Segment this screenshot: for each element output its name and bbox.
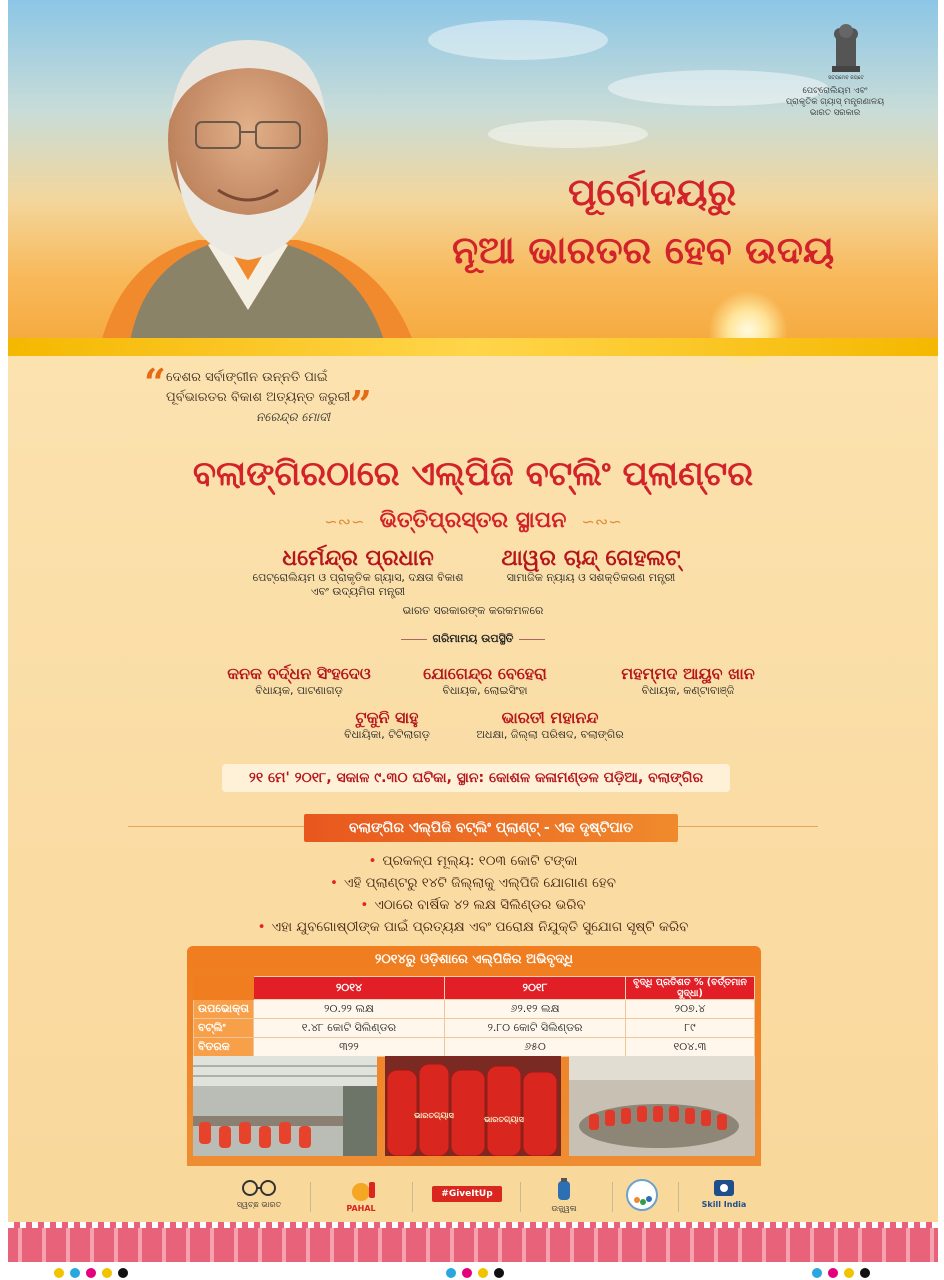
- chief-guest-desc: ପେଟ୍ରୋଲିୟମ ଓ ପ୍ରାକୃତିକ ଗ୍ୟାସ, ଦକ୍ଷତା ବିକାଶ: [252, 571, 464, 584]
- plant-photos: [193, 1056, 755, 1156]
- growth-table: [193, 976, 755, 1057]
- overview-bullets: [8, 850, 938, 938]
- bullet-text: ଏଠାରେ ବାର୍ଷିକ ୪୨ ଲକ୍ଷ ସିଲିଣ୍ଡର ଭରିବ: [374, 897, 586, 913]
- table-cell: ୨୦୭.୪: [625, 1000, 754, 1019]
- cylinder-label: ଭାରତଗ୍ୟାସ: [414, 1111, 454, 1120]
- logo-caption: PAHAL: [346, 1204, 376, 1213]
- table-header: ୨୦୧୮: [444, 977, 625, 1000]
- table-cell: ୮୯: [625, 1019, 754, 1038]
- guest-name: ମହମ୍ମଦ ଆୟୁବ ଖାନ: [621, 664, 755, 683]
- close-quote-icon: ”: [350, 382, 372, 427]
- logo-separator: [412, 1182, 413, 1212]
- table-row: [194, 1019, 755, 1038]
- overview-heading: ବଲାଙ୍ଗିର ଏଲ୍‌ପିଜି ବଟ୍‌ଲିଂ ପ୍ଲାଣ୍ଟ୍ - ଏକ ଦୃଷ୍ଟିପାତ: [304, 814, 678, 842]
- ministry-line-3: ଭାରତ ସରକାର: [809, 108, 861, 118]
- table-cell: ୧୦୪.୩: [625, 1038, 754, 1057]
- chief-guest-name: ଥାୱର ଚାନ୍ଦ୍ ଗେହଲଟ୍: [501, 546, 681, 571]
- guest-name: ଟୁକୁନି ସାହୁ: [355, 708, 419, 727]
- circle-emblem-icon: [625, 1178, 659, 1212]
- logo-caption: ଉଜ୍ଜ୍ୱଳା: [551, 1204, 577, 1213]
- quote-line-2: ପୂର୍ବଭାରତର ବିକାଶ ଅତ୍ୟନ୍ତ ଜରୁରୀ: [166, 390, 351, 405]
- glasses-icon: [239, 1178, 279, 1198]
- table-row: [194, 1000, 755, 1019]
- table-row: [194, 1038, 755, 1057]
- table-cell: ୬୨.୧୨ ଲକ୍ଷ: [444, 1000, 625, 1019]
- pahal-logo: [328, 1178, 394, 1216]
- ujjwala-logo: [534, 1178, 594, 1216]
- yellow-band: [8, 338, 938, 356]
- row-label: ବଟ୍‌ଲିଂ: [194, 1019, 254, 1038]
- guest-desc: ଅଧକ୍ଷା, ଜିଲ୍ଲା ପରିଷଦ, ବଲାଙ୍ଗିର: [476, 728, 624, 741]
- bottling-line-photo: [193, 1056, 377, 1156]
- open-quote-icon: “: [144, 360, 166, 405]
- event-subtitle: ଭିତ୍ତିପ୍ରସ୍ତର ସ୍ଥାପନ: [379, 508, 567, 533]
- decorative-border: [8, 1222, 938, 1262]
- table-cell: ୨୦.୨୨ ଲକ୍ଷ: [253, 1000, 444, 1019]
- giveitup-logo: [432, 1178, 502, 1216]
- signature: ନରେନ୍ଦ୍ର ମୋଦୀ: [256, 410, 330, 424]
- swachh-bharat-logo: [224, 1178, 294, 1216]
- guest-4: [312, 708, 462, 742]
- chief-guest-desc: ସାମାଜିକ ନ୍ୟାୟ ଓ ସଶକ୍ତିକରଣ ମନ୍ତ୍ରୀ: [506, 571, 676, 584]
- chief-guest-desc: ଏବଂ ଉଦ୍ୟମିତା ମନ୍ତ୍ରୀ: [310, 585, 406, 598]
- table-cell: ୩୨୨: [253, 1038, 444, 1057]
- guest-desc: ବିଧାୟକ, ପାଟଣାଗଡ଼: [255, 684, 343, 697]
- ministry-line-2: ପ୍ରାକୃତିକ ଗ୍ୟାସ୍ ମନ୍ତ୍ରଣାଳୟ: [785, 97, 885, 107]
- sun: [708, 290, 788, 370]
- growth-table-panel: [187, 946, 761, 1166]
- guest-desc: ବିଧାୟକ, କଣ୍ଟାବାଞ୍ଜି: [641, 684, 735, 697]
- guest-name: ଭାରତୀ ମହାନନ୍ଦ: [501, 708, 599, 727]
- cylinder-icon: [551, 1178, 577, 1202]
- guest-desc: ବିଧାୟକ, ଲୋଇସିଂହା: [442, 684, 528, 697]
- bullet-text: ଏହି ପ୍ଲାଣ୍ଟରୁ ୧୪ଟି ଜିଲ୍ଲାକୁ ଏଲ୍‌ପିଜି ଯୋଗାଣ ହେବ: [343, 875, 616, 891]
- slogan-line-1: ପୂର୍ବୋଦୟରୁ: [568, 170, 737, 214]
- poster: [8, 0, 938, 1262]
- national-emblem-icon: [826, 22, 866, 80]
- flourish-left-icon: ∽∾∽: [324, 512, 365, 531]
- skill-india-logo: [694, 1178, 754, 1216]
- gracious-presence-label: ଗରିମାମୟ ଉପସ୍ଥିତି: [378, 632, 568, 646]
- list-item: [8, 894, 938, 916]
- row-label: ଉପଭୋକ୍ତା: [194, 1000, 254, 1019]
- guest-2: [400, 664, 570, 698]
- ministry-name: [780, 86, 890, 119]
- guest-name: କନକ ବର୍ଦ୍ଧନ ସିଂହଦେଓ: [227, 664, 371, 683]
- logo-separator: [612, 1182, 613, 1212]
- guest-name: ଯୋଗେନ୍ଦ୍ର ବେହେରା: [423, 664, 547, 683]
- quote-line-1: ଦେଶର ସର୍ବାଙ୍ଗୀନ ଉନ୍ନତି ପାଇଁ: [166, 370, 328, 385]
- row-label: ବିତରକ: [194, 1038, 254, 1057]
- logo-separator: [520, 1182, 521, 1212]
- cylinders-photo: [385, 1056, 561, 1156]
- logo-caption: ସ୍ୱଚ୍ଛ ଭାରତ: [236, 1200, 282, 1209]
- table-header-row: [194, 977, 755, 1000]
- bullet-icon: •: [368, 853, 377, 869]
- sunburst-icon: [343, 1178, 379, 1202]
- bullet-icon: •: [360, 897, 369, 913]
- logo-caption: Skill India: [701, 1200, 747, 1209]
- bullet-icon: •: [257, 919, 266, 935]
- guest-desc: ବିଧାୟିକା, ଟିଟିଲାଗଡ଼: [344, 728, 430, 741]
- logo-separator: [310, 1182, 311, 1212]
- ministry-line-1: ପେଟ୍ରୋଲିୟମ ଏବଂ: [802, 86, 868, 96]
- list-item: [8, 916, 938, 938]
- list-item: [8, 850, 938, 872]
- slogan-line-2: ନୂଆ ଭାରତର ହେବ ଉଦୟ: [452, 228, 835, 272]
- event-subtitle-row: [8, 508, 938, 533]
- carousel-photo: [569, 1056, 755, 1156]
- chief-guest-2: [486, 546, 696, 585]
- table-cell: ୨.୮୦ କୋଟି ସିଲିଣ୍ଡର: [444, 1019, 625, 1038]
- guest-5: [460, 708, 640, 742]
- footer-logos: [204, 1178, 764, 1218]
- cylinder-label: ଭାରତଗ୍ୟାସ: [484, 1115, 524, 1124]
- guest-3: [588, 664, 788, 698]
- bullet-text: ପ୍ରକଳ୍ପ ମୂଲ୍ୟ: ୧୦୩ କୋଟି ଟଙ୍କା: [382, 853, 578, 869]
- venue-date: ୨୧ ମେ' ୨୦୧୮, ସକାଳ ୯.୩୦ ଘଟିକା, ସ୍ଥାନ: କୋଶଳ କଳାମଣ୍ଡଳ ପଡ଼ିଆ, ବଲାଙ୍ଗିର: [222, 764, 730, 792]
- table-cell: ୧.୪୮ କୋଟି ସିଲିଣ୍ଡର: [253, 1019, 444, 1038]
- emblem-caption: ସତ୍ୟମେବ ଜୟତେ: [828, 75, 864, 80]
- gov-line: ଭାରତ ସରକାରଙ୍କ କରକମଳରେ: [402, 604, 544, 617]
- portrait-image: [58, 10, 438, 355]
- table-cell: ୬୫୦: [444, 1038, 625, 1057]
- guest-1: [204, 664, 394, 698]
- skill-india-icon: [711, 1178, 737, 1198]
- bullet-icon: •: [330, 875, 338, 891]
- logo-separator: [678, 1182, 679, 1212]
- chief-guest-name: ଧର୍ମେନ୍ଦ୍ର ପ୍ରଧାନ: [282, 546, 434, 571]
- make-in-india-logo: [622, 1178, 662, 1216]
- table-header: [194, 977, 254, 1000]
- table-header: ୨୦୧୪: [253, 977, 444, 1000]
- table-header: ବୃଦ୍ଧି ପ୍ରତିଶତ % (ବର୍ତ୍ତମାନ ସୁଦ୍ଧା): [625, 977, 754, 1000]
- flourish-right-icon: ∽∾∽: [581, 512, 622, 531]
- logo-caption: #GiveItUp: [432, 1186, 502, 1202]
- bullet-text: ଏହା ଯୁବଗୋଷ୍ଠୀଙ୍କ ପାଇଁ ପ୍ରତ୍ୟକ୍ଷ ଏବଂ ପରୋକ୍ଷ ନିଯୁକ୍ତି ସୁଯୋଗ ସୃଷ୍ଟି କରିବ: [271, 919, 689, 935]
- growth-table-title: ୨୦୧୪ରୁ ଓଡ଼ିଶାରେ ଏଲ୍‌ପିଜିର ଅଭିବୃଦ୍ଧି: [374, 952, 574, 967]
- event-title: ବଲାଙ୍ଗିରଠାରେ ଏଲ୍‌ପିଜି ବଟ୍‌ଲିଂ ପ୍ଲାଣ୍ଟର: [192, 454, 754, 494]
- list-item: [8, 872, 938, 894]
- chief-guest-1: [238, 546, 478, 599]
